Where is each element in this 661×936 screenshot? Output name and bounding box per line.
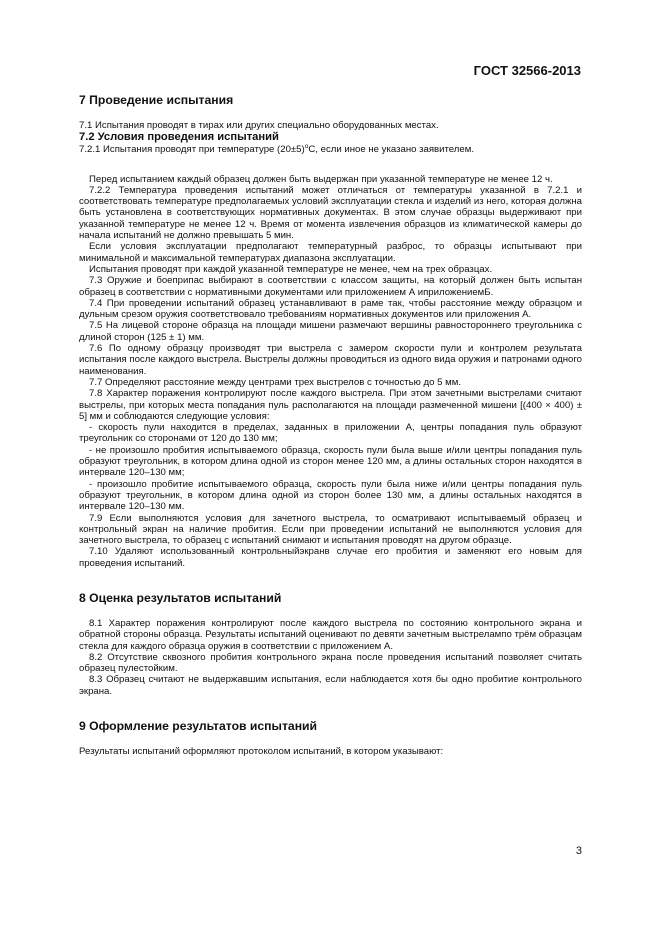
list-item-condition-2: - не произошло пробития испытываемого образца, скорость пули была выше и/или центры попадания пуль образуют треугольник, в котором длина одной из сторон менее 120 мм, а длины остальных сторон находятся в интервале 120–130 мм;: [79, 444, 582, 479]
document-body: [79, 93, 582, 757]
list-item-condition-3: - произошло пробитие испытываемого образца, скорость пули была ниже и/или центры попадания пуль образуют треугольник, в котором длина одной из сторон более 130 мм, а длины остальных находятся в интервале 120–130 мм.: [79, 478, 582, 513]
paragraph-7-8: 7.8 Характер поражения контролируют после каждого выстрела. При этом зачетными выстрелами считают выстрелы, при которых места попадания пуль располагаются на площади размеченной мишени [(400 × 400) ± 5] мм и соблюдаются следующие условия:: [79, 388, 582, 422]
paragraph-7-2-2: 7.2.2 Температура проведения испытаний может отличаться от температуры указанной в 7.2.1 и соответствовать температуре предполагаемых условий эксплуатации стекла и изделий из него, которая должна быть установлена в соответствующих нормативных документах. В этом случае образцы выдерживают при указанной температуре не менее 12 ч. Время от момента извлечения образцов из климатической камеры до начала испытаний не должно превышать 5 мин.: [79, 184, 582, 242]
page-number: 3: [575, 845, 582, 857]
document-id: ГОСТ 32566-2013: [473, 63, 581, 78]
paragraph-8-3: 8.3 Образец считают не выдержавшим испытания, если наблюдается хотя бы одно пробитие контрольного экрана.: [79, 674, 582, 697]
paragraph-7-1: 7.1 Испытания проводят в тирах или других специально оборудованных местах.: [79, 120, 439, 131]
paragraph-7-5: 7.5 На лицевой стороне образца на площади мишени размечают вершины равностороннего треугольника с длиной сторон (125 ± 1) мм.: [79, 320, 582, 343]
paragraph-7-7: 7.7 Определяют расстояние между центрами трех выстрелов с точностью до 5 мм.: [89, 376, 461, 388]
list-item-condition-1: - скорость пули находится в пределах, заданных в приложении А, центры попадания пуль образуют треугольник со сторонами от 120 до 130 мм;: [79, 422, 582, 445]
paragraph-8-2: 8.2 Отсутствие сквозного пробития контрольного экрана после проведения испытаний позволяет считать образец пулестойким.: [79, 651, 582, 675]
paragraph-temp-range: Если условия эксплуатации предполагают температурный разброс, то образцы испытывают при минимальной и максимальной температурах диапазона эксплуатации.: [79, 241, 582, 264]
section-8-title: 8 Оценка результатов испытаний: [79, 590, 282, 605]
subsection-7-2-title: 7.2 Условия проведения испытаний: [79, 131, 279, 144]
paragraph-8-1: 8.1 Характер поражения контролируют после каждого выстрела по состоянию контрольного экрана и обратной стороны образца. Результаты испытаний оценивают по девяти зачетным выстрелампо трём образцам стекла для каждого образца оружия в соответствии с приложением А.: [79, 617, 582, 652]
paragraph-7-4: 7.4 При проведении испытаний образец устанавливают в раме так, чтобы расстояние между образцом и дульным срезом оружия соответствовало требованиям нормативных документов или приложения А.: [79, 297, 582, 321]
paragraph-before-test: Перед испытанием каждый образец должен быть выдержан при указанной температуре не менее 12 ч.: [89, 173, 553, 185]
section-9-title: 9 Оформление результатов испытаний: [79, 719, 318, 734]
paragraph-7-3: 7.3 Оружие и боеприпас выбирают в соответствии с классом защиты, на который должен быть испытан образец в соответствии с нормативными документами или приложением А иприложениемБ.: [79, 275, 582, 298]
paragraph-7-2-1: 7.2.1 Испытания проводят при температуре $(20\pm 5)^оС$, если иное не указано заявителем.: [79, 143, 474, 156]
paragraph-7-6: 7.6 По одному образцу производят три выстрела с замером скорости пули и контролем результата испытания после каждого выстрела. Выстрелы должны проводиться из одного вида оружия и патронами одного наименования.: [79, 343, 582, 377]
paragraph-each-temp: Испытания проводят при каждой указанной температуре не менее, чем на трех образцах.: [89, 263, 493, 275]
paragraph-7-9: 7.9 Если выполняются условия для зачетного выстрела, то осматривают испытываемый образец и контрольный экран на наличие пробития. Если при проведении испытаний не выполняются условия для зачетного выстрела, то образец с испытаний снимают и испытания проводят на другом образце.: [79, 512, 582, 547]
paragraph-9-intro: Результаты испытаний оформляют протоколом испытаний, в котором указывают:: [79, 746, 444, 758]
section-7-title: 7 Проведение испытания: [79, 93, 234, 107]
paragraph-7-10: 7.10 Удаляют использованный контрольныйэкранв случае его пробития и заменяют его новым для проведения испытаний.: [79, 546, 582, 569]
